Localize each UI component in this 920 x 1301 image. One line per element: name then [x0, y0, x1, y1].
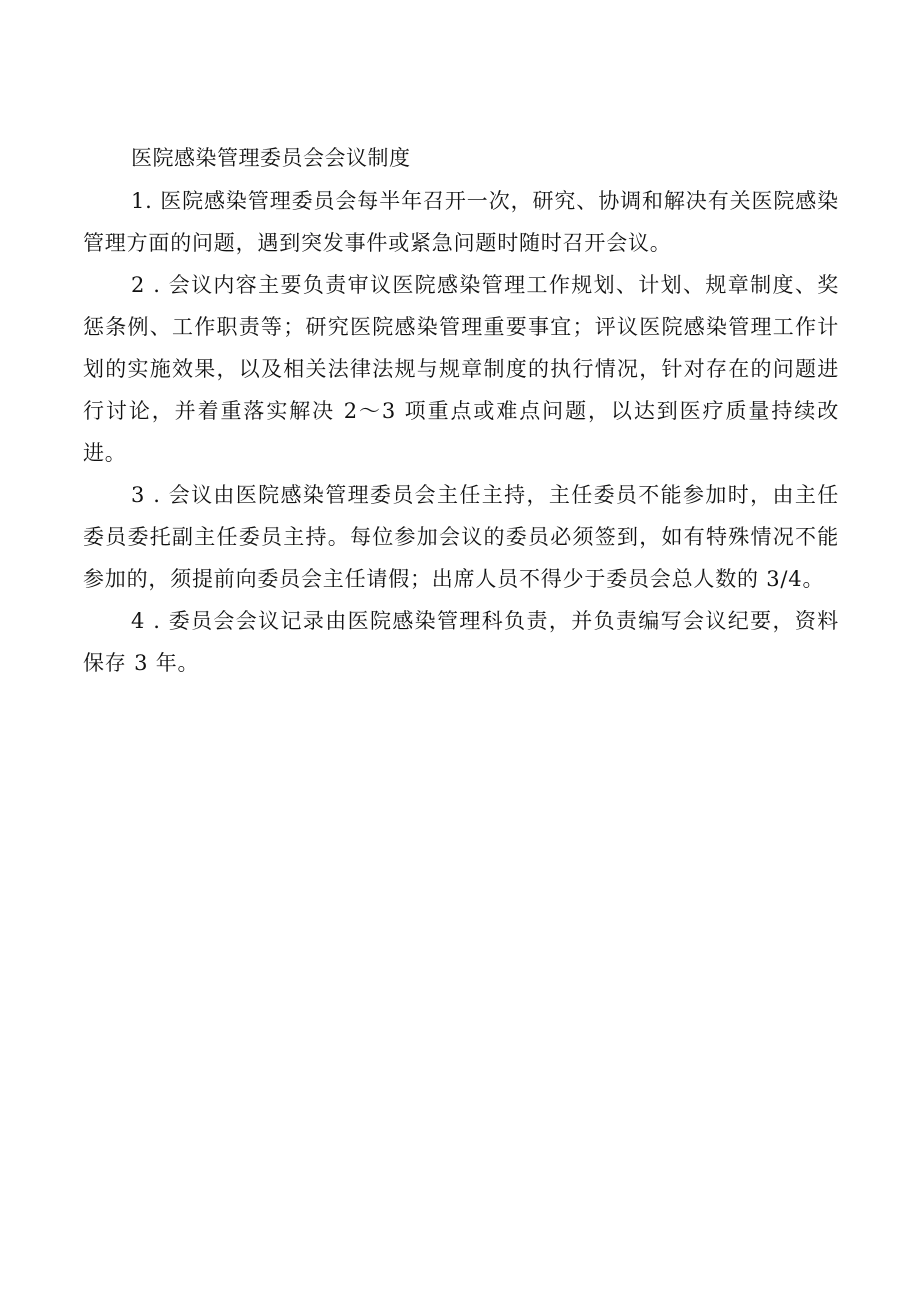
clause-4: 4 . 委员会会议记录由医院感染管理科负责，并负责编写会议纪要，资料保存 3 年。 [83, 609, 839, 675]
document-title: 医院感染管理委员会会议制度 [131, 146, 411, 170]
clause-1: 1. 医院感染管理委员会每半年召开一次，研究、协调和解决有关医院感染管理方面的问题，遇到突发事件或紧急问题时随时召开会议。 [83, 189, 839, 255]
clause-2: 2 . 会议内容主要负责审议医院感染管理工作规划、计划、规章制度、奖惩条例、工作职责等；研究医院感染管理重要事宜；评议医院感染管理工作计划的实施效果，以及相关法律法规与规章制度的执行情况，针对存在的问题进行讨论，并着重落实解决 2～3 项重点或难点问题，以达到医疗质量持续改进。 [83, 273, 839, 465]
document-body [83, 140, 839, 684]
clause-3: 3 . 会议由医院感染管理委员会主任主持，主任委员不能参加时，由主任委员委托副主任委员主持。每位参加会议的委员必须签到，如有特殊情况不能参加的，须提前向委员会主任请假；出席人员不得少于委员会总人数的 3/4。 [83, 483, 839, 591]
